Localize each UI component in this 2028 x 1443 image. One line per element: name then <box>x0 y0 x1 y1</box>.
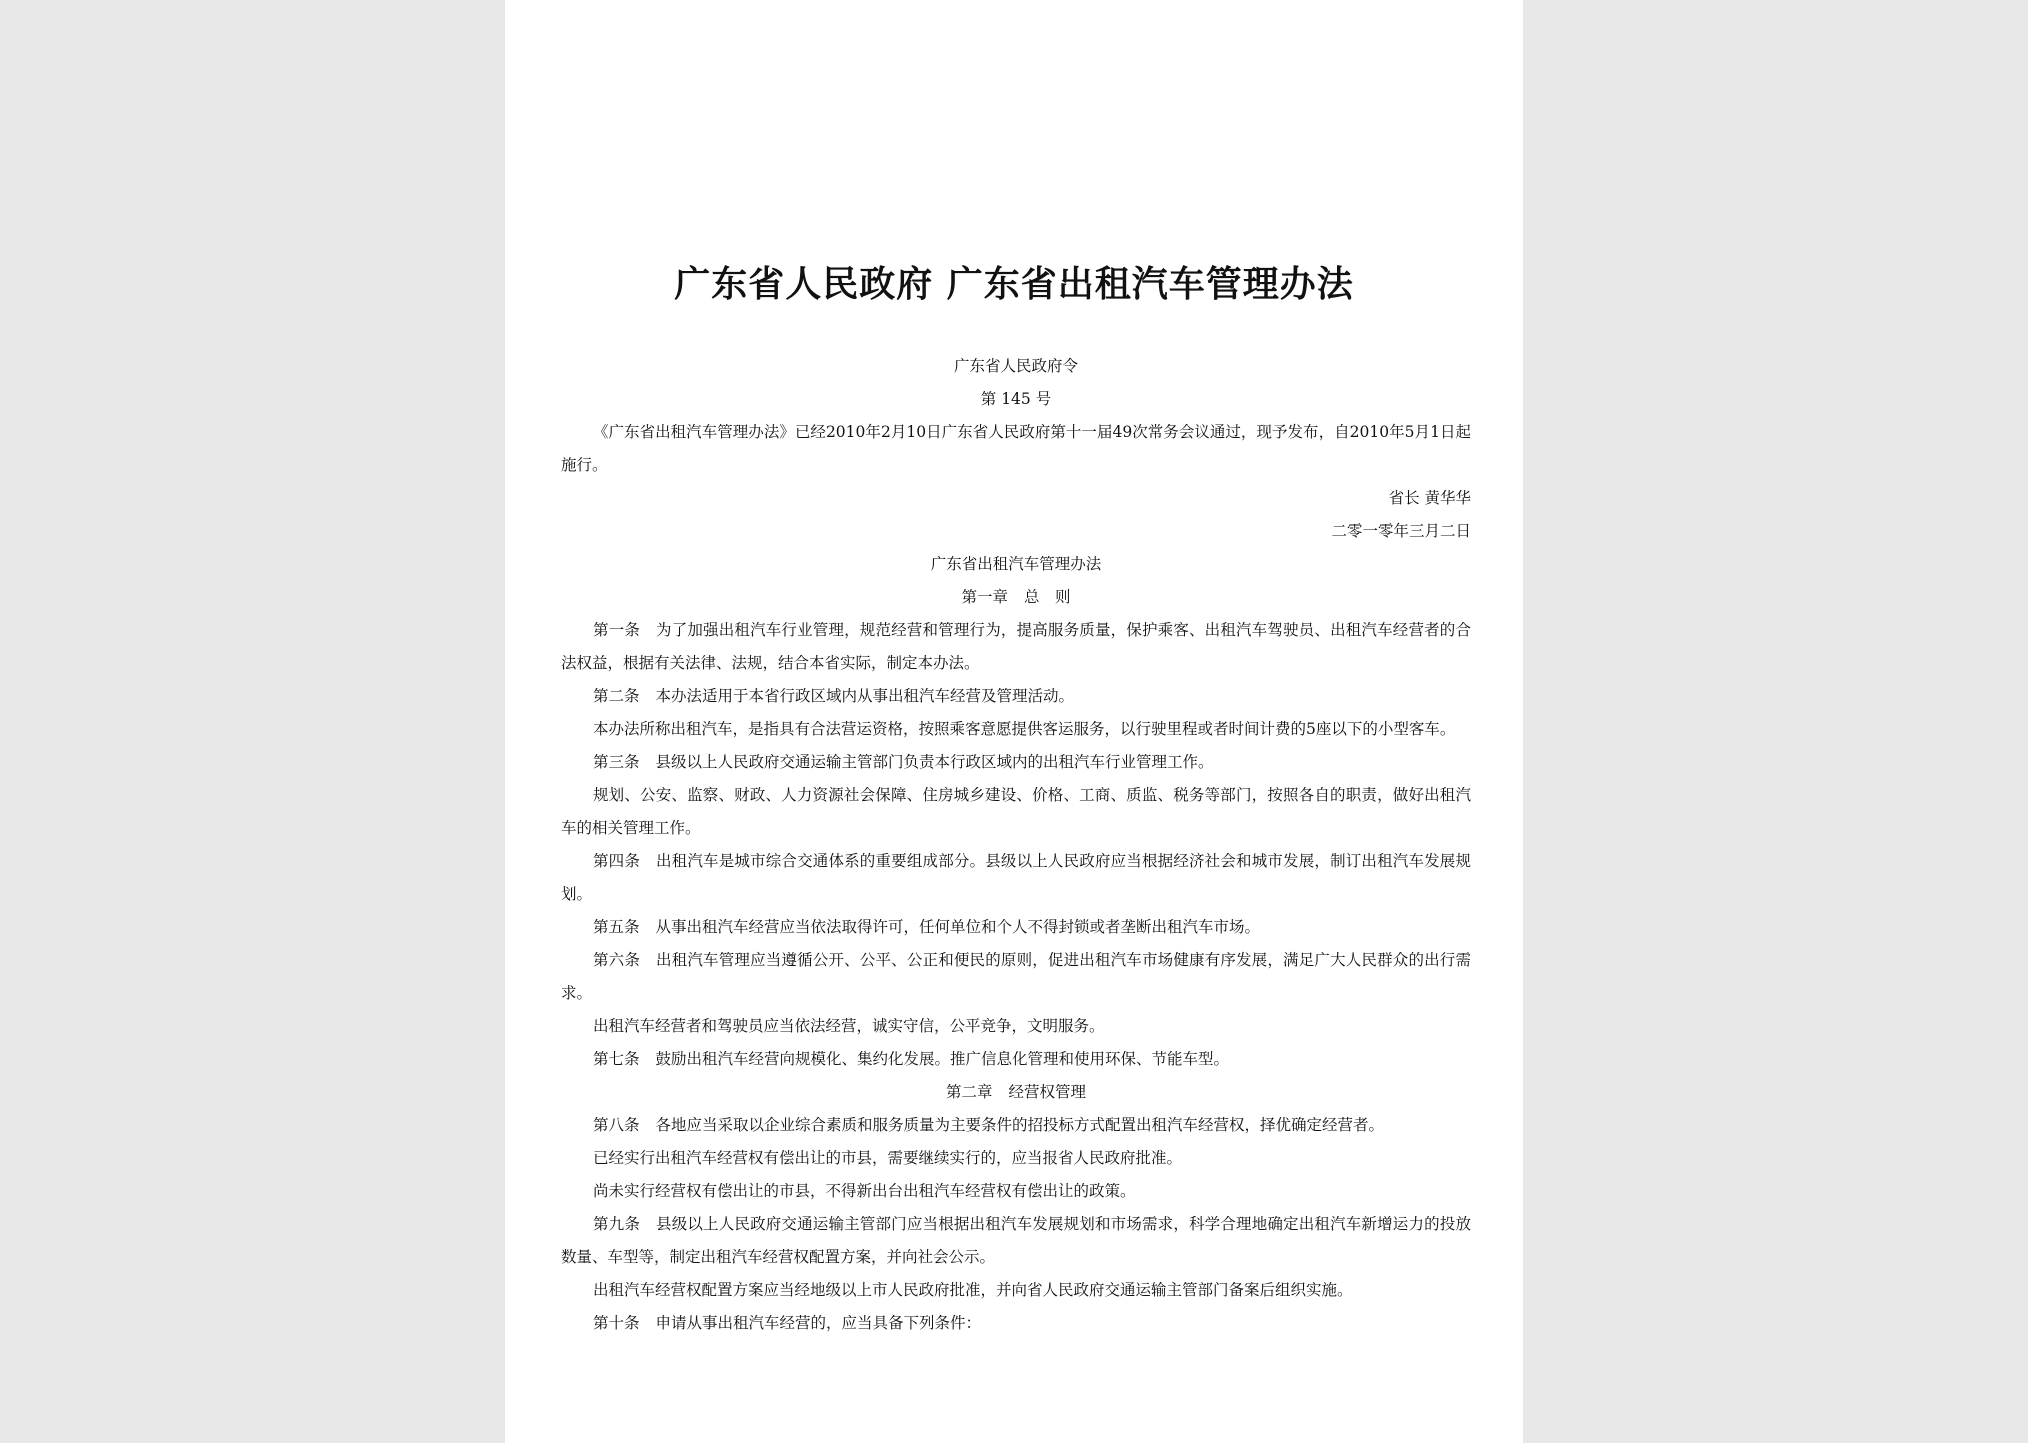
order-issuer: 广东省人民政府令 <box>953 357 1078 375</box>
chapter-name: 经营权管理 <box>1008 1083 1087 1101</box>
article-paragraph <box>561 779 1471 845</box>
article-paragraph <box>561 1208 1471 1274</box>
chapter-heading-2 <box>561 1076 1471 1109</box>
article-text: 鼓励出租汽车经营向规模化、集约化发展。推广信息化管理和使用环保、节能车型。 <box>655 1050 1230 1068</box>
article-number: 第三条 <box>593 753 640 771</box>
article-paragraph <box>561 845 1471 911</box>
article-paragraph <box>561 1142 1471 1175</box>
article-number: 第六条 <box>593 951 641 969</box>
article-paragraph <box>561 614 1471 680</box>
article-text: 从事出租汽车经营应当依法取得许可，任何单位和个人不得封锁或者垄断出租汽车市场。 <box>655 918 1261 936</box>
signatory: 省长 黄华华 <box>1388 489 1471 507</box>
chapter-name: 总 则 <box>1024 588 1071 606</box>
article-number: 第二条 <box>593 687 640 705</box>
chapter-1-articles <box>561 614 1471 1076</box>
article-text: 出租汽车是城市综合交通体系的重要组成部分。县级以上人民政府应当根据经济社会和城市发展，制订出租汽车发展规划。 <box>561 852 1471 903</box>
article-text: 出租汽车经营者和驾驶员应当依法经营，诚实守信，公平竞争，文明服务。 <box>593 1017 1105 1035</box>
chapter-number: 第二章 <box>945 1083 993 1101</box>
article-text: 出租汽车管理应当遵循公开、公平、公正和便民的原则，促进出租汽车市场健康有序发展，满足广大人民群众的出行需求。 <box>561 951 1471 1002</box>
article-paragraph <box>561 680 1471 713</box>
document-title: 广东省人民政府 广东省出租汽车管理办法 <box>674 264 1354 305</box>
article-text: 本办法所称出租汽车，是指具有合法营运资格，按照乘客意愿提供客运服务，以行驶里程或者时间计费的5座以下的小型客车。 <box>593 720 1456 738</box>
article-text: 县级以上人民政府交通运输主管部门负责本行政区域内的出租汽车行业管理工作。 <box>655 753 1214 771</box>
article-text: 各地应当采取以企业综合素质和服务质量为主要条件的招投标方式配置出租汽车经营权，择优确定经营者。 <box>655 1116 1385 1134</box>
article-paragraph <box>561 1043 1471 1076</box>
article-number: 第十条 <box>593 1314 640 1332</box>
promulgation-text: 《广东省出租汽车管理办法》已经2010年2月10日广东省人民政府第十一届49次常务会议通过，现予发布，自2010年5月1日起施行。 <box>561 423 1471 474</box>
article-number: 第四条 <box>593 852 641 870</box>
article-text: 已经实行出租汽车经营权有偿出让的市县，需要继续实行的，应当报省人民政府批准。 <box>593 1149 1183 1167</box>
article-text: 申请从事出租汽车经营的，应当具备下列条件： <box>655 1314 982 1332</box>
article-paragraph <box>561 911 1471 944</box>
article-number: 第九条 <box>593 1215 641 1233</box>
article-paragraph <box>561 746 1471 779</box>
document-body <box>561 350 1471 1340</box>
article-paragraph <box>561 1307 1471 1340</box>
chapter-heading-1 <box>561 581 1471 614</box>
order-number: 第 145 号 <box>980 390 1052 408</box>
article-paragraph <box>561 1175 1471 1208</box>
article-paragraph <box>561 1010 1471 1043</box>
article-paragraph <box>561 713 1471 746</box>
article-paragraph <box>561 1274 1471 1307</box>
article-text: 为了加强出租汽车行业管理，规范经营和管理行为，提高服务质量，保护乘客、出租汽车驾驶员、出租汽车经营者的合法权益，根据有关法律、法规，结合本省实际，制定本办法。 <box>561 621 1471 672</box>
article-number: 第一条 <box>593 621 641 639</box>
sign-date: 二零一零年三月二日 <box>1331 522 1471 540</box>
article-text: 尚未实行经营权有偿出让的市县，不得新出台出租汽车经营权有偿出让的政策。 <box>593 1182 1136 1200</box>
article-number: 第五条 <box>593 918 640 936</box>
article-paragraph <box>561 944 1471 1010</box>
article-text: 出租汽车经营权配置方案应当经地级以上市人民政府批准，并向省人民政府交通运输主管部门备案后组织实施。 <box>593 1281 1353 1299</box>
article-number: 第七条 <box>593 1050 640 1068</box>
measures-title: 广东省出租汽车管理办法 <box>930 555 1102 573</box>
chapter-number: 第一章 <box>961 588 1008 606</box>
article-text: 本办法适用于本省行政区域内从事出租汽车经营及管理活动。 <box>655 687 1075 705</box>
article-paragraph <box>561 1109 1471 1142</box>
document-page <box>505 0 1523 1443</box>
article-text: 规划、公安、监察、财政、人力资源社会保障、住房城乡建设、价格、工商、质监、税务等部门，按照各自的职责，做好出租汽车的相关管理工作。 <box>561 786 1471 837</box>
article-text: 县级以上人民政府交通运输主管部门应当根据出租汽车发展规划和市场需求，科学合理地确定出租汽车新增运力的投放数量、车型等，制定出租汽车经营权配置方案，并向社会公示。 <box>561 1215 1471 1266</box>
article-number: 第八条 <box>593 1116 640 1134</box>
chapter-2-articles <box>561 1109 1471 1340</box>
